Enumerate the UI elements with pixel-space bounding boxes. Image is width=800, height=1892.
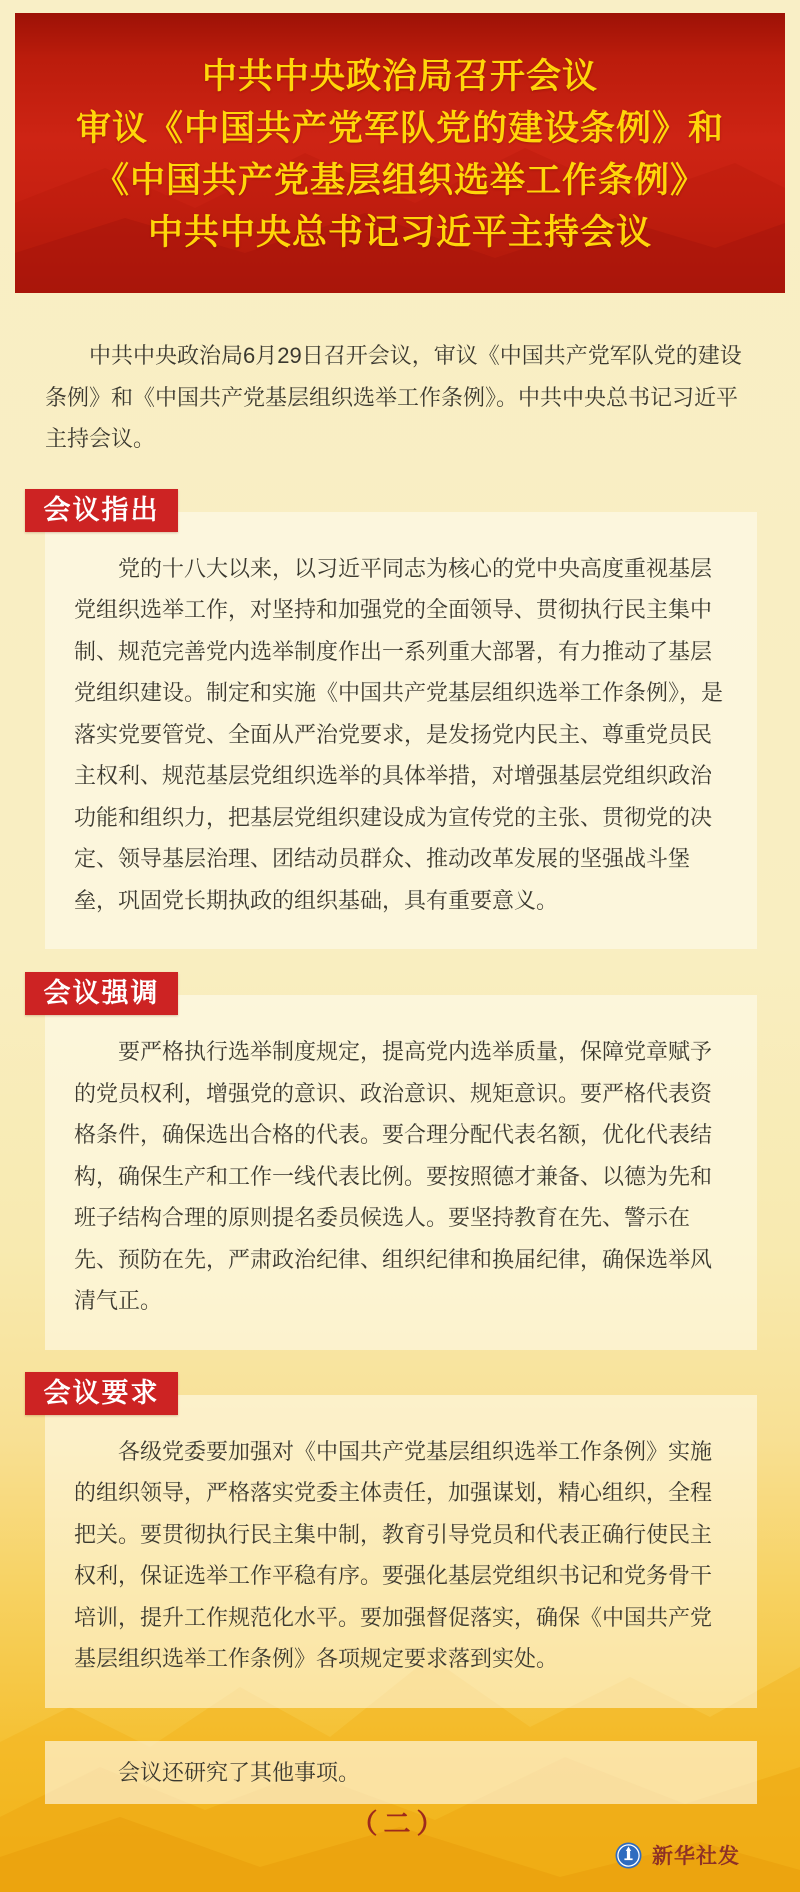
section-label-badge: 会议要求 [25, 1372, 178, 1415]
note-text: 会议还研究了其他事项。 [118, 1759, 361, 1785]
section-label-badge: 会议指出 [25, 489, 178, 532]
section-paragraph: 各级党委要加强对《中国共产党基层组织选举工作条例》实施的组织领导，严格落实党委主体责任，加强谋划，精心组织，全程把关。要贯彻执行民主集中制，教育引导党员和代表正确行使民主权利，保证选举工作平稳有序。要强化基层党组织书记和党务骨干培训，提升工作规范化水平。要加强督促落实，确保《中国共产党基层组织选举工作条例》各项规定要求落到实处。 [74, 1438, 713, 1671]
section-meeting-stressed [43, 978, 757, 1350]
banner-title-line-4: 中共中央总书记习近平主持会议 [147, 213, 652, 252]
banner-title-line-2: 审议《中国共产党军队党的建设条例》和 [75, 109, 724, 148]
section-meeting-pointed-out [43, 494, 757, 950]
banner-title [15, 13, 785, 293]
article-body [0, 293, 800, 1804]
banner-title-line-1: 中共中央政治局召开会议 [201, 57, 598, 96]
section-paragraph: 要严格执行选举制度规定，提高党内选举质量，保障党章赋予的党员权利，增强党的意识、政治意识、规矩意识。要严格代表资格条件，确保选出合格的代表。要合理分配代表名额，优化代表结构，确保生产和工作一线代表比例。要按照德才兼备、以德为先和班子结构合理的原则提名委员候选人。要坚持教育在先、警示在先、预防在先，严肃政治纪律、组织纪律和换届纪律，确保选举风清气正。 [74, 1039, 713, 1313]
xinhua-logo-icon [615, 1842, 642, 1869]
banner-title-line-3: 《中国共产党基层组织选举工作条例》 [93, 161, 706, 200]
page-number: （二） [350, 1809, 450, 1839]
intro-paragraph: 中共中央政治局6月29日召开会议，审议《中国共产党军队党的建设条例》和《中国共产党基层组织选举工作条例》。中共中央总书记习近平主持会议。 [45, 343, 742, 451]
xinhua-credit [615, 1840, 740, 1870]
credit-text: 新华社发 [652, 1845, 740, 1868]
section-label-badge: 会议强调 [25, 972, 178, 1015]
note-box [45, 1741, 757, 1805]
header-banner [15, 13, 785, 293]
section-meeting-required [43, 1377, 757, 1708]
section-paragraph: 党的十八大以来，以习近平同志为核心的党中央高度重视基层党组织选举工作，对坚持和加强党的全面领导、贯彻执行民主集中制、规范完善党内选举制度作出一系列重大部署，有力推动了基层党组织建设。制定和实施《中国共产党基层组织选举工作条例》，是落实党要管党、全面从严治党要求，是发扬党内民主、尊重党员民主权利、规范基层党组织选举的具体举措，对增强基层党组织政治功能和组织力，把基层党组织建设成为宣传党的主张、贯彻党的决定、领导基层治理、团结动员群众、推动改革发展的坚强战斗堡垒，巩固党长期执政的组织基础，具有重要意义。 [74, 555, 724, 913]
